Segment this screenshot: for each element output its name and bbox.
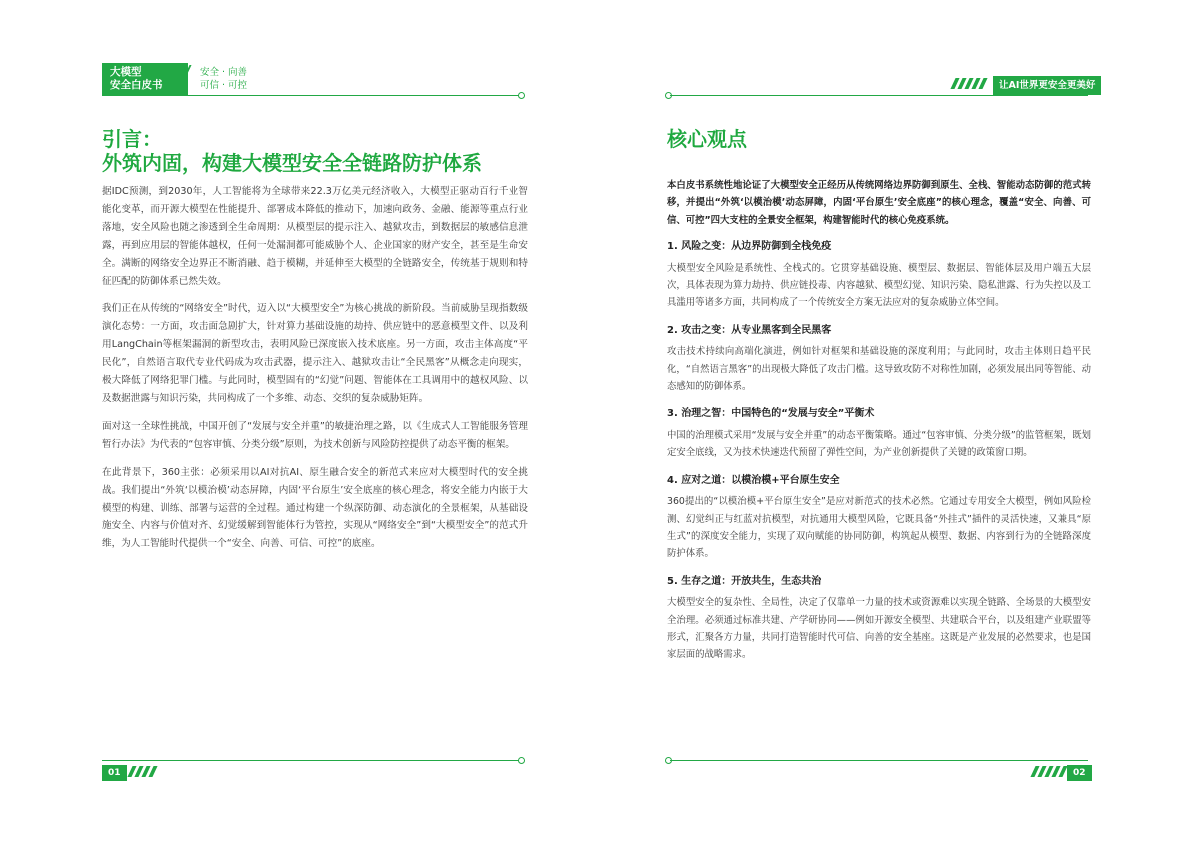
core-intro: 本白皮书系统性地论证了大模型安全正经历从传统网络边界防御到原生、全栈、智能动态防御的范式转移，并提出“外筑‘以模治模’动态屏障，内固‘平台原生’安全底座”的核心理念，覆盖“安全、向善、可信、可控”四大支柱的全景安全框架，构建智能时代的核心免疫系统。 [667, 180, 1091, 226]
tagline-line-1: 安全 · 向善 [200, 67, 248, 78]
section-1-title: 1. 风险之变：从边界防御到全栈免疫 [667, 241, 832, 253]
section-4-text: 360提出的“以模治模+平台原生安全”是应对新范式的技术必然。它通过专用安全大模型，例如风险检测、幻觉纠正与红蓝对抗模型，对抗通用大模型风险，它既具备“外挂式”插件的灵活快速，又兼具“原生式”的深度安全能力，实现了双向赋能的协同防御，构筑起从模型、数据、内容到行为的全链路深度防护体系。 [667, 496, 1091, 560]
slogan-badge: 让AI世界更安全更美好 [993, 76, 1101, 95]
section-2-text: 攻击技术持续向高端化演进，例如针对框架和基础设施的深度利用；与此同时，攻击主体则日趋平民化，“自然语言黑客”的出现极大降低了攻击门槛。这导致攻防不对称性加剧，必须发展出同等智能、动态感知的防御体系。 [667, 346, 1091, 393]
section-3-title: 3. 治理之智：中国特色的“发展与安全”平衡术 [667, 408, 875, 420]
left-footer-line [102, 760, 520, 761]
footer-stripes-right [1033, 766, 1065, 777]
right-header-line [670, 95, 1088, 96]
section-4-title: 4. 应对之道：以模治模+平台原生安全 [667, 474, 840, 486]
header-stripes-right [953, 78, 985, 89]
left-header-dot [518, 92, 525, 99]
badge-line-1: 大模型 [110, 66, 142, 78]
header-stripes-left [175, 65, 188, 93]
badge-line-2: 安全白皮书 [110, 79, 163, 91]
section-5-text: 大模型安全的复杂性、全局性，决定了仅靠单一力量的技术或资源难以实现全链路、全场景的大模型安全治理。必须通过标准共建、产学研协同——例如开源安全模型、共建联合平台，以及组建产业联盟等形式，汇聚各方力量，共同打造智能时代可信、向善的安全基座。这既是产业发展的必然要求，也是国家层面的战略需求。 [667, 597, 1091, 661]
footer-stripes-left [130, 766, 155, 777]
tagline-line-2: 可信 · 可控 [200, 80, 248, 91]
section-2-title: 2. 攻击之变：从专业黑客到全民黑客 [667, 324, 832, 336]
left-paragraph-4: 在此背景下，360主张：必须采用以AI对抗AI、原生融合安全的新范式来应对大模型时代的安全挑战。我们提出“外筑‘以模治模’动态屏障，内固‘平台原生’安全底座的核心理念，将安全能力内嵌于大模型的构建、训练、部署与运营的全过程。通过构建一个纵深防御、动态演化的全景框架，从基础设施安全、内容与价值对齐、幻觉缓解到智能体行为管控，实现从“网络安全”到“大模型安全”的范式升维，为人工智能时代提供一个“安全、向善、可信、可控”的底座。 [102, 466, 528, 550]
section-3-text: 中国的治理模式采用“发展与安全并重”的动态平衡策略。通过“包容审慎、分类分级”的监管框架，既划定安全底线，又为技术快速迭代预留了弹性空间，为产业创新提供了关键的政策窗口期。 [667, 429, 1091, 459]
left-body [102, 183, 528, 563]
left-page-title [102, 127, 482, 175]
right-page-number: 02 [1067, 765, 1092, 781]
section-1-text: 大模型安全风险是系统性、全栈式的。它贯穿基础设施、模型层、数据层、智能体层及用户端五大层次，具体表现为算力劫持、供应链投毒、内容越狱、模型幻觉、知识污染、隐私泄露、行为失控以及工具滥用等诸多方面，共同构成了一个传统安全方案无法应对的复杂威胁立体空间。 [667, 262, 1091, 309]
left-tagline [200, 66, 247, 92]
right-page-title: 核心观点 [667, 127, 747, 151]
left-page-number: 01 [102, 765, 127, 781]
right-page [595, 0, 1190, 857]
left-paragraph-1: 据IDC预测，到2030年，人工智能将为全球带来22.3万亿美元经济收入，大模型正驱动百行千业智能化变革，而开源大模型在性能提升、部署成本降低的推动下，加速向政务、金融、能源等重点行业落地，安全风险也随之渗透到全生命周期：从模型层的提示注入、越狱攻击，到数据层的敏感信息泄露，再到应用层的智能体越权，任何一处漏洞都可能威胁个人、企业国家的财产安全，甚至是生命安全。满断的网络安全边界正不断消融、趋于模糊，并延伸至大模型的全链路安全，传统基于规则和特征匹配的防御体系已然失效。 [102, 186, 528, 287]
left-paragraph-2: 我们正在从传统的“网络安全”时代，迈入以“大模型安全”为核心挑战的新阶段。当前威胁呈现指数级演化态势：一方面，攻击面急剧扩大，针对算力基础设施的劫持、供应链中的恶意模型文件、以及利用LangChain等框架漏洞的新型攻击，表明风险已深度嵌入技术底座。另一方面，攻击主体高度“平民化”，自然语言取代专业代码成为攻击武器，提示注入、越狱攻击让“全民黑客”从概念走向现实，极大降低了网络犯罪门槛。与此同时，模型固有的“幻觉”问题、智能体在工具调用中的越权风险、以及数据泄露与知识污染，共同构成了一个多维、动态、交织的复杂威胁矩阵。 [102, 303, 528, 404]
right-body [667, 177, 1091, 674]
left-header-line [102, 95, 520, 96]
section-5-title: 5. 生存之道：开放共生，生态共治 [667, 575, 822, 587]
left-footer-dot [518, 757, 525, 764]
title-line-2: 外筑内固，构建大模型安全全链路防护体系 [102, 151, 482, 175]
left-paragraph-3: 面对这一全球性挑战，中国开创了“发展与安全并重”的敏捷治理之路，以《生成式人工智能服务管理暂行办法》为代表的“包容审慎、分类分级”原则，为技术创新与风险防控提供了动态平衡的框架。 [102, 420, 528, 450]
right-footer-line [670, 760, 1088, 761]
title-line-1: 引言： [102, 127, 162, 151]
